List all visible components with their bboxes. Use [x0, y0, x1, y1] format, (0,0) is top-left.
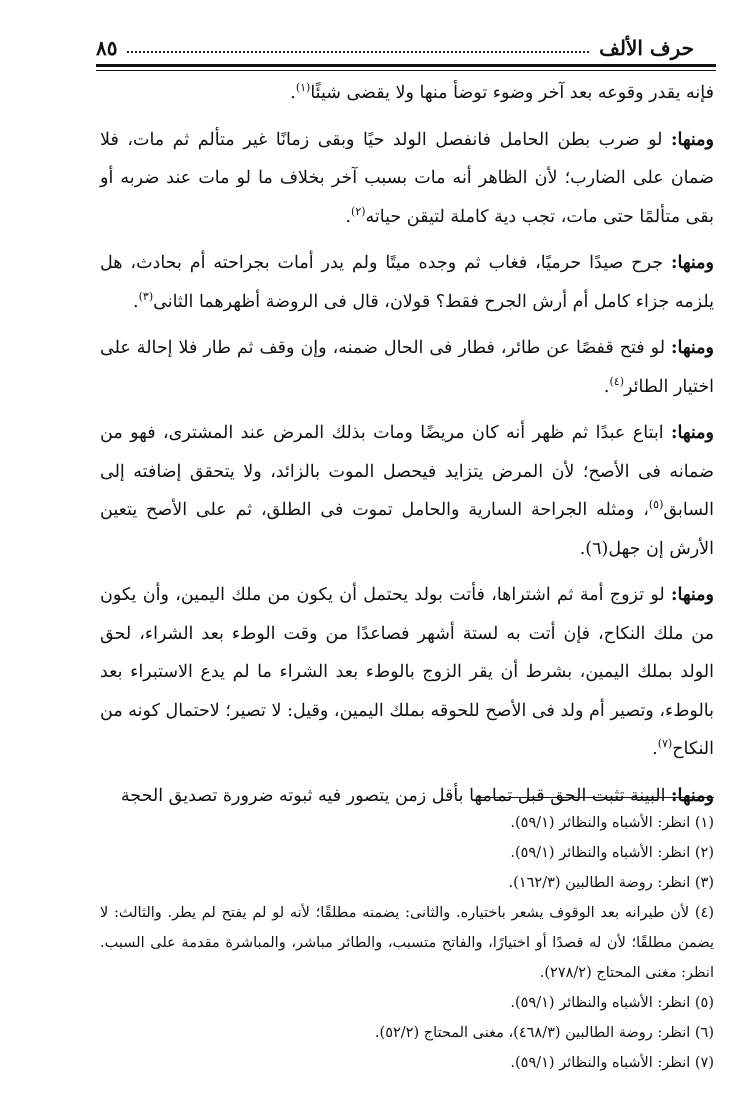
footnote: (٥) انظر: الأشباه والنظائر (٥٩/١).: [510, 995, 714, 1011]
paragraph: [100, 244, 714, 321]
footnote: (٢) انظر: الأشباه والنظائر (٥٩/١).: [510, 845, 714, 861]
paragraph-lead: ومنها:: [671, 423, 714, 443]
footnote-ref: (١): [295, 81, 311, 95]
paragraph-text: لو ضرب بطن الحامل فانفصل الولد حيًا وبقى زمانًا غير متألم ثم مات، فلا ضمان على الضارب؛ لأن الظاهر أنه مات بسبب آخر بخلاف ما لو مات عند ضربه أو بقى متألمًا حتى مات، تجب دية كاملة لتيقن حياته: [100, 129, 714, 227]
paragraph-text: لو فتح قفصًا عن طائر، فطار فى الحال ضمنه، وإن وقف ثم طار فلا إحالة على اختيار الطائر: [100, 338, 714, 397]
paragraph-text: ابتاع عبدًا ثم ظهر أنه كان مريضًا ومات بذلك المرض عند المشترى، فهو من ضمانه فى الأصح؛ لأن المرض يتزايد فيحصل الموت بالزائد، ولا يتحقق إضافته إلى السابق: [100, 423, 714, 520]
paragraph: [100, 74, 714, 113]
header-rule-thick: [96, 64, 716, 67]
paragraph-end: .: [133, 291, 139, 312]
footnote-ref: (٥): [648, 498, 664, 512]
page-number: ٨٥: [96, 36, 118, 60]
page-header: [96, 30, 694, 60]
paragraph-lead: ومنها:: [671, 585, 714, 605]
paragraph: [100, 121, 714, 237]
running-title: حرف الألف: [599, 36, 694, 60]
paragraph-text: فإنه يقدر وقوعه بعد آخر وضوء توضأ منها ولا يقضى شيئًا: [310, 83, 714, 103]
footnote: (٧) انظر: الأشباه والنظائر (٥٩/١).: [510, 1055, 714, 1071]
footnote-ref: (٢): [351, 204, 366, 218]
footnote-ref: (٧): [657, 737, 673, 751]
footnote-ref: (٤): [609, 374, 624, 388]
paragraph-end: .: [345, 206, 352, 227]
footnote-rule: [478, 797, 714, 798]
paragraph-lead: ومنها:: [671, 253, 714, 273]
paragraph-end: .: [603, 376, 610, 397]
paragraph-text: جرح صيدًا حرميًا، فغاب ثم وجده ميتًا ولم يدر أمات بجراحته أم بحادث، هل يلزمه جزاء كامل أم أرش الجرح فقط؟ قولان، قال فى الروضة أظهرهما الثانى: [100, 253, 714, 312]
leader-dots: [127, 51, 589, 53]
paragraph: [100, 576, 714, 769]
footnote: (٤) لأن طيرانه بعد الوقوف يشعر باختياره. والثانى: يضمنه مطلقًا؛ لأنه لو لم يفتح لم يطر. والثالث: لا يضمن مطلقًا؛ لأن له قصدًا أو اختيارًا، والفاتح متسبب، والطائر مباشر، والمباشرة مقدمة على السبب. انظر: مغنى المحتاج (٢٧٨/٢).: [100, 905, 714, 981]
paragraph-lead: ومنها:: [671, 785, 714, 806]
paragraph-text: لو تزوج أمة ثم اشتراها، فأتت بولد يحتمل أن يكون من ملك اليمين، وأن يكون من ملك النكاح، فإن أتت به لستة أشهر فصاعدًا من وقت الوطء بعد الشراء، لحق الولد بملك اليمين، بشرط أن يقر الزوج بالوطء بعد الشراء ما لم يدع الاستبراء بعد بالوطء، وتصير أم ولد فى الأصح للحوقه بملك اليمين، وقيل: لا تصير؛ لاحتمال كونه من النكاح: [100, 585, 714, 759]
paragraph: [100, 414, 714, 568]
body-text: [100, 74, 714, 815]
paragraph: [100, 329, 714, 406]
paragraph-lead: ومنها:: [671, 338, 714, 358]
header-rule-thin: [96, 70, 716, 71]
footnotes: [100, 808, 714, 1078]
paragraph-text: البينة تثبت الحق قبل تمامها بأقل زمن يتصور فيه ثبوته ضرورة تصديق الحجة: [120, 785, 672, 806]
paragraph-end: .: [290, 83, 296, 103]
paragraph-end: .: [652, 739, 658, 759]
footnote-ref: (٣): [138, 289, 154, 303]
footnote: (٦) انظر: روضة الطالبين (٤٦٨/٣)، مغنى المحتاج (٥٢/٢).: [374, 1025, 714, 1041]
footnote: (٣) انظر: روضة الطالبين (١٦٢/٣).: [508, 875, 714, 891]
paragraph-lead: ومنها:: [671, 129, 714, 150]
footnote: (١) انظر: الأشباه والنظائر (٥٩/١).: [510, 815, 714, 831]
paragraph-end: ، ومثله الجراحة السارية والحامل تموت فى الطلق، ثم على الأصح يتعين الأرش إن جهل(٦).: [100, 500, 714, 559]
